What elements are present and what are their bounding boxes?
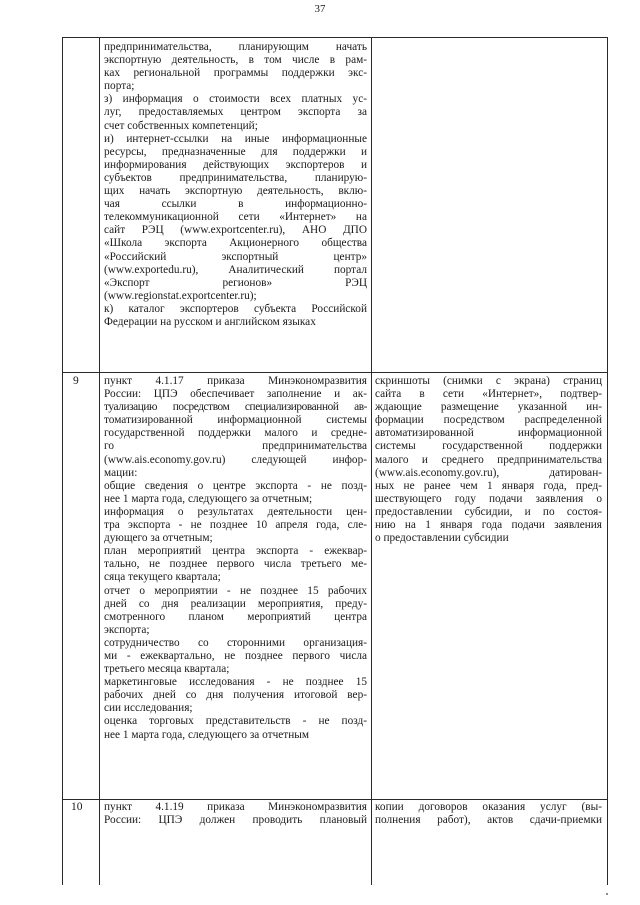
- text-line: сии исследования;: [104, 702, 193, 715]
- text-line: нию на 1 января года подачи заявления: [375, 519, 602, 532]
- border-mid-col: [371, 37, 372, 885]
- text-line: России: ЦПЭ должен проводить плановый: [104, 814, 367, 827]
- text-line: общие сведения о центре экспорта - не позд-: [104, 479, 367, 492]
- text-line: ждающие размещение указанной ин-: [375, 401, 602, 414]
- text-line: системы государственной поддержки: [375, 440, 602, 453]
- border-left: [62, 37, 63, 885]
- text-line: ресурсы, предназначенные для поддержки и: [104, 145, 367, 158]
- text-line: счет собственных компетенций;: [104, 119, 258, 132]
- border-top: [62, 37, 608, 38]
- text-line: (www.ais.economy.gov.ru) следующей инфор-: [104, 453, 367, 466]
- text-line: предоставлении субсидии, и по состоя-: [375, 505, 602, 518]
- documents-cell: [375, 801, 602, 827]
- row-divider-9: [62, 372, 608, 373]
- text-line: «Экспорт регионов» РЭЦ: [104, 276, 367, 289]
- text-line: телекоммуникационной сети «Интернет» на: [104, 211, 367, 224]
- text-line: смотренного планом мероприятий центра: [104, 610, 367, 623]
- text-line: нее 1 марта года, следующего за отчетным;: [104, 492, 313, 505]
- text-line: рабочих дней со дня получения итоговой вер-: [104, 689, 367, 702]
- text-line: копии договоров оказания услуг (вы-: [375, 801, 602, 813]
- scan-speck: [606, 893, 608, 895]
- text-line: дней со дня реализации мероприятия, преду-: [104, 597, 367, 610]
- text-line: ми - ежеквартально, не позднее первого числа: [104, 649, 367, 662]
- documents-cell: [375, 375, 602, 545]
- text-line: России: ЦПЭ обеспечивает заполнение и ак-: [104, 388, 367, 401]
- text-line: малого и среднего предпринимательства: [375, 453, 602, 466]
- text-line: (www.regionstat.exportcenter.ru);: [104, 289, 257, 302]
- text-line: шествующего году подачи заявления о: [375, 492, 602, 505]
- text-line: го предпринимательства: [104, 440, 367, 453]
- text-line: ных не ранее чем 1 января года, пред-: [375, 479, 602, 492]
- text-line: пункт 4.1.19 приказа Минэкономразвития: [104, 801, 367, 813]
- border-right: [607, 37, 608, 885]
- text-line: и) интернет-ссылки на иные информационные: [104, 132, 367, 145]
- row-number: 9: [73, 375, 79, 387]
- text-line: (www.ais.economy.gov.ru), датирован-: [375, 466, 602, 479]
- row-divider-10: [62, 799, 608, 800]
- text-line: нее 1 марта года, следующего за отчетным: [104, 728, 309, 741]
- text-line: маркетинговые исследования - не позднее 15: [104, 676, 367, 689]
- text-line: сотрудничество со сторонними организация-: [104, 636, 367, 649]
- text-line: третьего месяца квартала;: [104, 663, 230, 676]
- text-line: порта;: [104, 80, 135, 93]
- text-line: информация о результатах деятельности цен-: [104, 505, 367, 518]
- text-line: сайт РЭЦ (www.exportcenter.ru), АНО ДПО: [104, 224, 367, 237]
- text-line: автоматизированной информационной: [375, 427, 602, 440]
- requirement-cell: [104, 801, 367, 827]
- text-line: (www.exportedu.ru), Аналитический портал: [104, 263, 367, 276]
- text-line: мации:: [104, 466, 138, 479]
- text-line: информирования действующих экспортеров и: [104, 158, 367, 171]
- requirement-cell: [104, 41, 367, 329]
- text-line: туализацию посредством специализированной ав-: [104, 401, 367, 414]
- text-line: «Школа экспорта Акционерного общества: [104, 237, 367, 250]
- page-number: 37: [314, 3, 326, 15]
- text-line: экспорта;: [104, 623, 150, 636]
- text-line: к) каталог экспортеров субъекта Российской: [104, 302, 367, 315]
- text-line: ках региональной программы поддержки экс-: [104, 67, 367, 80]
- text-line: о предоставлении субсидии: [375, 532, 509, 545]
- text-line: сайта в сети «Интернет», подтвер-: [375, 388, 602, 401]
- text-line: чая ссылки в информационно-: [104, 198, 367, 211]
- text-line: томатизированной информационной системы: [104, 414, 367, 427]
- text-line: сяца текущего квартала;: [104, 571, 221, 584]
- text-line: план мероприятий центра экспорта - ежеквар-: [104, 545, 367, 558]
- text-line: оценка торговых представительств - не позд-: [104, 715, 367, 728]
- text-line: отчет о мероприятии - не позднее 15 рабочих: [104, 584, 367, 597]
- text-line: щих начать экспортную деятельность, вклю-: [104, 185, 367, 198]
- text-line: дующего за отчетным;: [104, 532, 213, 545]
- text-line: экспортную деятельность, в том числе в рам-: [104, 54, 367, 67]
- text-line: предпринимательства, планирующим начать: [104, 41, 367, 53]
- text-line: з) информация о стоимости всех платных ус-: [104, 93, 367, 106]
- text-line: тально, не позднее первого числа третьего ме-: [104, 558, 367, 571]
- text-line: субъектов предпринимательства, планирую-: [104, 171, 367, 184]
- text-line: государственной поддержки малого и средне-: [104, 427, 367, 440]
- text-line: тра экспорта - не позднее 10 апреля года, сле-: [104, 519, 367, 532]
- text-line: «Российский экспортный центр»: [104, 250, 367, 263]
- text-line: Федерации на русском и английском языках: [104, 315, 316, 328]
- text-line: скриншоты (снимки с экрана) страниц: [375, 375, 602, 387]
- border-num-col: [99, 37, 100, 885]
- row-number: 10: [71, 801, 83, 813]
- text-line: полнения работ), актов сдачи-приемки: [375, 814, 602, 827]
- text-line: формации посредством распределенной: [375, 414, 602, 427]
- text-line: луг, предоставляемых центром экспорта за: [104, 106, 367, 119]
- text-line: пункт 4.1.17 приказа Минэкономразвития: [104, 375, 367, 387]
- requirement-cell: [104, 375, 367, 742]
